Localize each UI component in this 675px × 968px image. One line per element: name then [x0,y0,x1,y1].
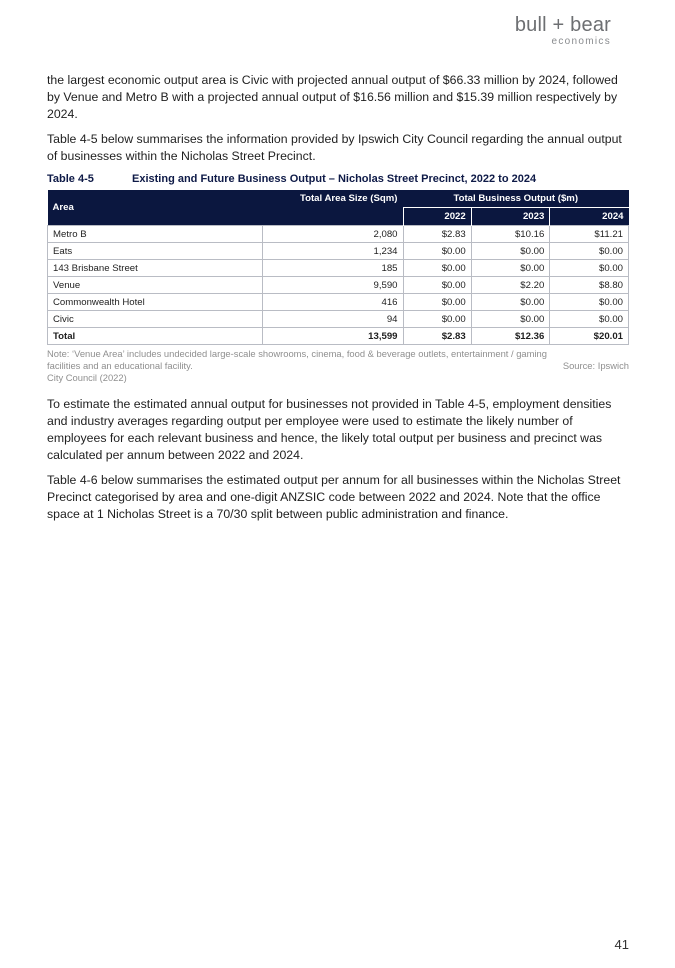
cell-2023: $0.00 [471,311,550,328]
table-row [48,243,629,260]
cell-size: 185 [263,260,404,277]
note-source-row [47,360,629,372]
cell-2022: $0.00 [403,243,471,260]
cell-size: 1,234 [263,243,404,260]
header-year-2024: 2024 [550,208,629,226]
cell-2024: $20.01 [550,328,629,345]
cell-area: Eats [48,243,263,260]
cell-2022: $0.00 [403,294,471,311]
cell-area: Total [48,328,263,345]
cell-area: Metro B [48,226,263,243]
header-year-2023: 2023 [471,208,550,226]
cell-2023: $0.00 [471,243,550,260]
cell-size: 13,599 [263,328,404,345]
cell-size: 94 [263,311,404,328]
page-content [47,72,629,531]
cell-2023: $0.00 [471,260,550,277]
cell-2022: $2.83 [403,328,471,345]
table-note [47,348,629,384]
source-line-2: City Council (2022) [47,372,127,383]
table-row [48,311,629,328]
note-line-1: Note: ‘Venue Area’ includes undecided large-scale showrooms, cinema, food & beverage outlets, entertainment / gaming [47,348,547,359]
cell-size: 416 [263,294,404,311]
paragraph-2: Table 4-5 below summarises the information provided by Ipswich City Council regarding the annual output of businesses within the Nicholas Street Precinct. [47,132,622,163]
cell-2024: $8.80 [550,277,629,294]
table-title: Existing and Future Business Output – Nicholas Street Precinct, 2022 to 2024 [132,173,537,185]
table-row [48,260,629,277]
cell-2022: $0.00 [403,277,471,294]
company-logo [515,14,611,47]
cell-2024: $0.00 [550,260,629,277]
business-output-table [47,190,629,345]
cell-2024: $11.21 [550,226,629,243]
cell-2023: $0.00 [471,294,550,311]
source-label: Source: Ipswich [562,360,629,371]
note-line-2: facilities and an educational facility. [47,360,193,371]
header-year-2022: 2022 [403,208,471,226]
cell-2023: $12.36 [471,328,550,345]
logo-subtitle: economics [551,36,611,47]
cell-2024: $0.00 [550,311,629,328]
logo-wordmark: bull + bear [514,14,611,36]
cell-2022: $0.00 [403,311,471,328]
cell-2024: $0.00 [550,294,629,311]
table-row [48,226,629,243]
header-output: Total Business Output ($m) [403,190,629,208]
header-area: Area [48,190,263,226]
table-caption [47,173,629,185]
cell-2022: $0.00 [403,260,471,277]
cell-2023: $10.16 [471,226,550,243]
paragraph-3: To estimate the estimated annual output for businesses not provided in Table 4-5, employment densities and industry averages regarding output per employee were used to estimate the likely number of employees for each relevant business and hence, the likely total output per business and precinct was calculated per annum between 2022 and 2024. [47,397,612,462]
header-size: Total Area Size (Sqm) [263,190,404,226]
table-row [48,277,629,294]
cell-2023: $2.20 [471,277,550,294]
cell-area: Venue [48,277,263,294]
table-number: Table 4-5 [47,173,94,185]
cell-area: 143 Brisbane Street [48,260,263,277]
cell-2024: $0.00 [550,243,629,260]
cell-area: Civic [48,311,263,328]
cell-size: 9,590 [263,277,404,294]
cell-area: Commonwealth Hotel [48,294,263,311]
cell-size: 2,080 [263,226,404,243]
table-total-row [48,328,629,345]
table-row [48,294,629,311]
paragraph-1: the largest economic output area is Civic with projected annual output of $66.33 million by 2024, followed by Venue and Metro B with a projected annual output of $16.56 million and $15.39 million respectively by 2024. [47,73,618,121]
paragraph-4: Table 4-6 below summarises the estimated output per annum for all businesses within the Nicholas Street Precinct categorised by area and one-digit ANZSIC code between 2022 and 2024. Note that the office space at 1 Nicholas Street is a 70/30 split between public administration and finance. [47,473,621,521]
page-number: 41 [614,937,629,952]
cell-2022: $2.83 [403,226,471,243]
